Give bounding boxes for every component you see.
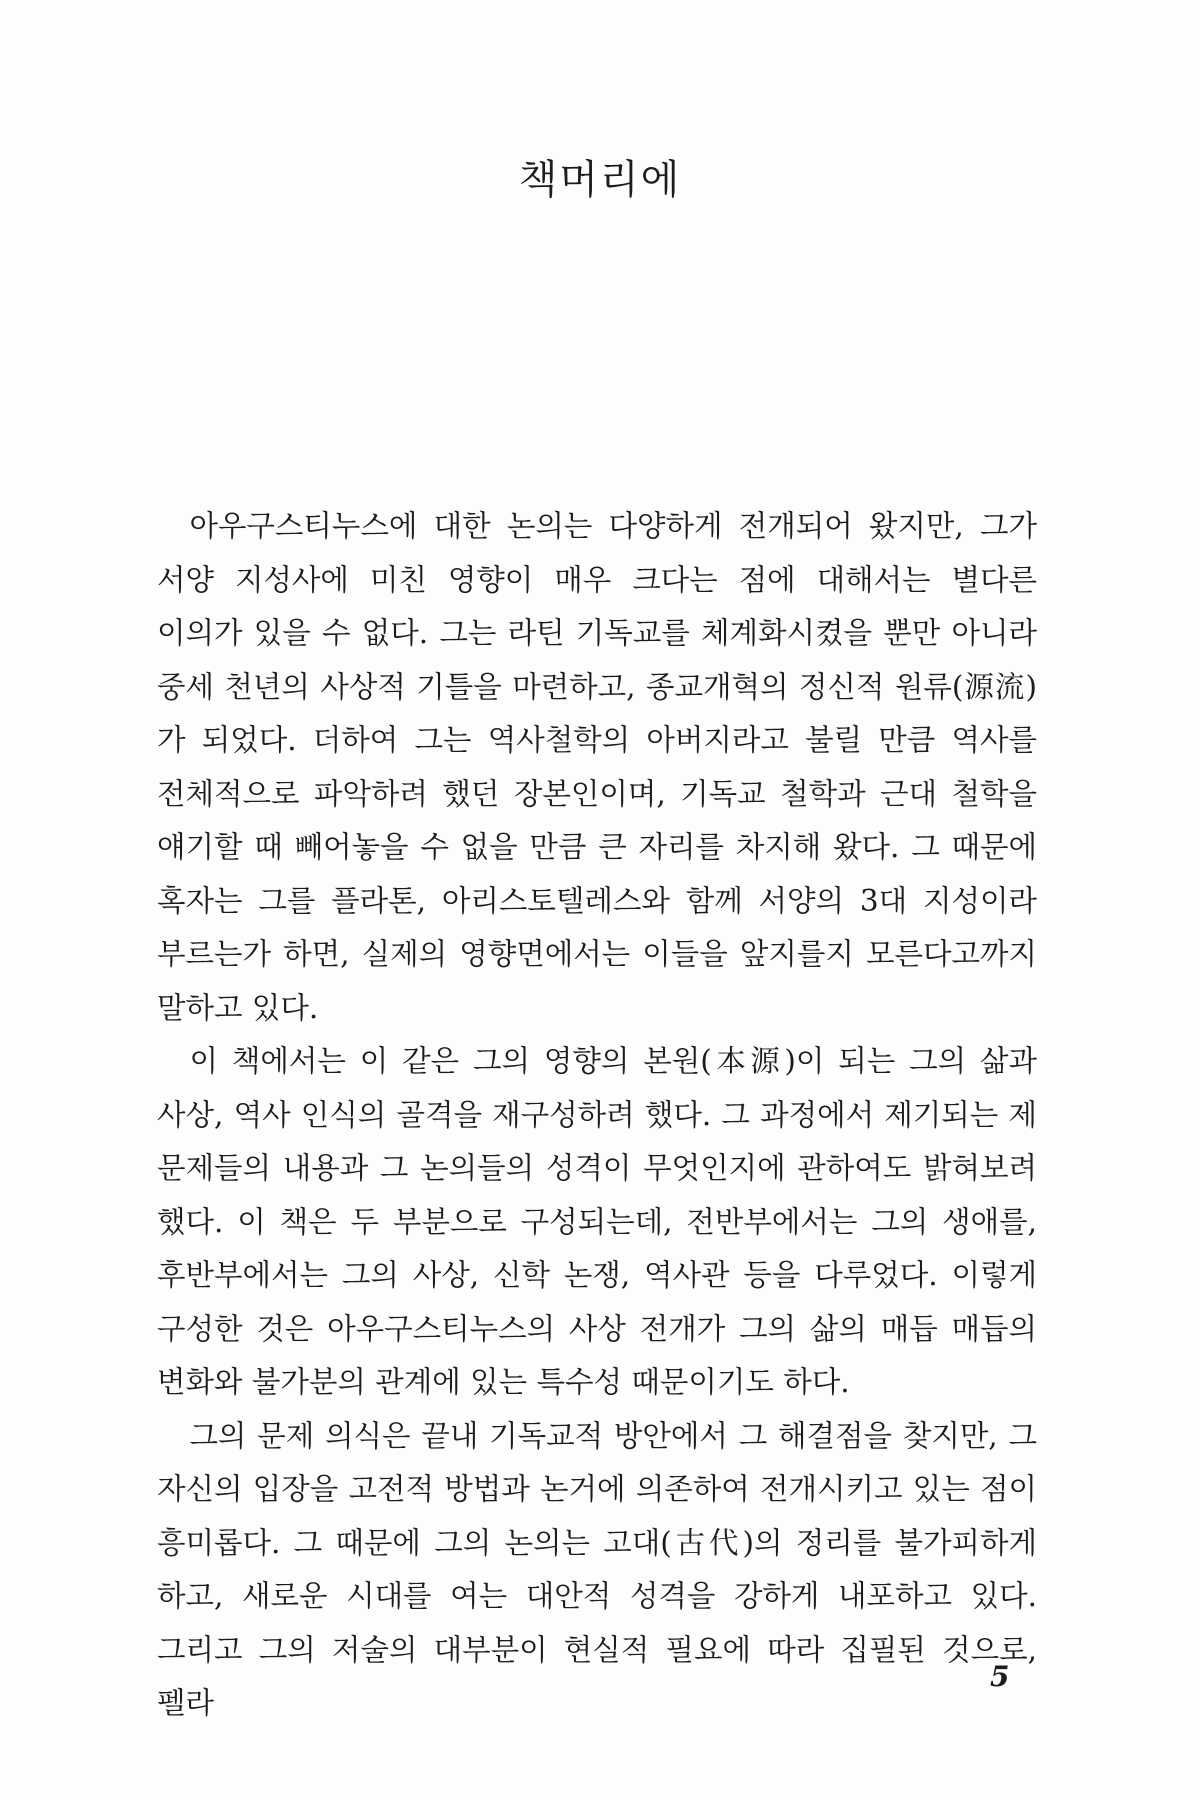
body-text	[157, 500, 1037, 1731]
chapter-title: 책머리에	[518, 157, 682, 203]
paragraph-2: 이 책에서는 이 같은 그의 영향의 본원(本源)이 되는 그의 삶과 사상, 역사 인식의 골격을 재구성하려 했다. 그 과정에서 제기되는 제 문제들의 내용과 그 논의들의 성격이 무엇인지에 관하여도 밝혀보려 했다. 이 책은 두 부분으로 구성되는데, 전반부에서는 그의 생애를, 후반부에서는 그의 사상, 신학 논쟁, 역사관 등을 다루었다. 이렇게 구성한 것은 아우구스티누스의 사상 전개가 그의 삶의 매듭 매듭의 변화와 불가분의 관계에 있는 특수성 때문이기도 하다.	[157, 1044, 1037, 1399]
page-number: 5	[990, 1660, 1010, 1693]
paragraph-3: 그의 문제 의식은 끝내 기독교적 방안에서 그 해결점을 찾지만, 그 자신의 입장을 고전적 방법과 논거에 의존하여 전개시키고 있는 점이 흥미롭다. 그 때문에 그의 논의는 고대(古代)의 정리를 불가피하게 하고, 새로운 시대를 여는 대안적 성격을 강하게 내포하고 있다. 그리고 그의 저술의 대부분이 현실적 필요에 따라 집필된 것으로, 펠라	[157, 1418, 1037, 1720]
paragraph-1: 아우구스티누스에 대한 논의는 다양하게 전개되어 왔지만, 그가 서양 지성사에 미친 영향이 매우 크다는 점에 대해서는 별다른 이의가 있을 수 없다. 그는 라틴 기독교를 체계화시켰을 뿐만 아니라 중세 천년의 사상적 기틀을 마련하고, 종교개혁의 정신적 원류(源流)가 되었다. 더하여 그는 역사철학의 아버지라고 불릴 만큼 역사를 전체적으로 파악하려 했던 장본인이며, 기독교 철학과 근대 철학을 얘기할 때 빼어놓을 수 없을 만큼 큰 자리를 차지해 왔다. 그 때문에 혹자는 그를 플라톤, 아리스토텔레스와 함께 서양의 3대 지성이라 부르는가 하면, 실제의 영향면에서는 이들을 앞지를지 모른다고까지 말하고 있다.	[157, 509, 1037, 1025]
